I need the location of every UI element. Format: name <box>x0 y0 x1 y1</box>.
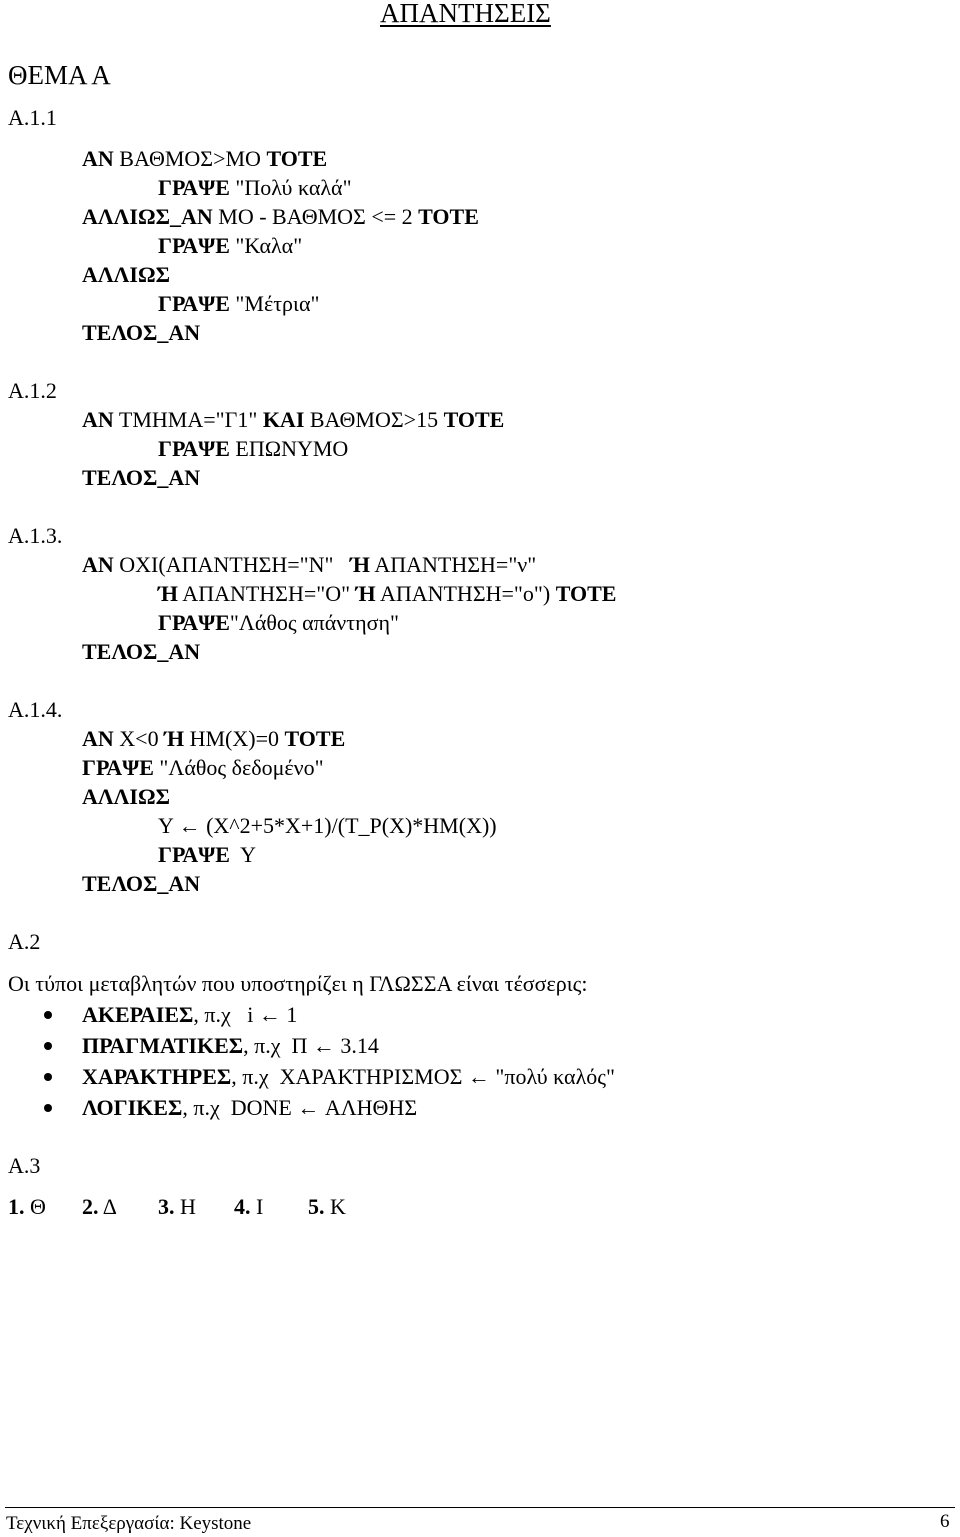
label-a3: Α.3 <box>8 1153 41 1178</box>
page-title: ΑΠΑΝΤΗΣΕΙΣ <box>380 0 551 28</box>
paragraph: Οι τύποι μεταβλητών που υποστηρίζει η ΓΛΩΣΣΑ είναι τέσσερις: <box>8 971 588 996</box>
code-line: ΑΛΛΙΩΣ <box>82 262 170 287</box>
label-a12: Α.1.2 <box>8 378 57 403</box>
bullet-icon <box>44 1042 52 1050</box>
list-item: ΑΚΕΡΑΙΕΣ, π.χ i ← 1 <box>82 1002 298 1027</box>
page-number: 6 <box>940 1511 950 1532</box>
answer: 1. Θ <box>8 1194 46 1219</box>
answer: 5. Κ <box>308 1194 346 1219</box>
code-line: ΓΡΑΨΕ"Λάθος απάντηση" <box>158 610 399 635</box>
code-line: ΑΝ ΟΧΙ(ΑΠΑΝΤΗΣΗ="Ν" Ή ΑΠΑΝΤΗΣΗ="ν" <box>82 552 537 577</box>
section-heading: ΘΕΜΑ Α <box>8 60 111 90</box>
code-line: ΑΝ Χ<0 Ή ΗΜ(Χ)=0 ΤΟΤΕ <box>82 726 346 751</box>
code-line: ΤΕΛΟΣ_ΑΝ <box>82 639 201 664</box>
code-line: ΓΡΑΨΕ "Λάθος δεδομένο" <box>82 755 324 780</box>
footer-text: Τεχνική Επεξεργασία: Keystone <box>6 1513 252 1534</box>
list-item: ΛΟΓΙΚΕΣ, π.χ DONE ← ΑΛΗΘΗΣ <box>82 1095 418 1120</box>
code-line: Ή ΑΠΑΝΤΗΣΗ="Ο" Ή ΑΠΑΝΤΗΣΗ="ο") ΤΟΤΕ <box>158 581 617 606</box>
bullet-icon <box>44 1073 52 1081</box>
code-line: ΤΕΛΟΣ_ΑΝ <box>82 465 201 490</box>
code-line: ΑΝ ΒΑΘΜΟΣ>ΜΟ ΤΟΤΕ <box>82 146 328 171</box>
answer: 4. Ι <box>234 1194 264 1219</box>
code-line: ΑΛΛΙΩΣ <box>82 784 170 809</box>
bullet-icon <box>44 1104 52 1112</box>
code-line: ΓΡΑΨΕ "Πολύ καλά" <box>158 175 352 200</box>
code-line: ΑΛΛΙΩΣ_ΑΝ ΜΟ - ΒΑΘΜΟΣ <= 2 ΤΟΤΕ <box>82 204 479 229</box>
list-item: ΠΡΑΓΜΑΤΙΚΕΣ, π.χ Π ← 3.14 <box>82 1033 379 1058</box>
code-line: ΓΡΑΨΕ ΕΠΩΝΥΜΟ <box>158 436 349 461</box>
code-line: ΓΡΑΨΕ "Καλα" <box>158 233 303 258</box>
code-line: Υ ← (Χ^2+5*Χ+1)/(Τ_Ρ(Χ)*ΗΜ(Χ)) <box>158 813 497 838</box>
label-a11: Α.1.1 <box>8 105 57 130</box>
code-line: ΑΝ ΤΜΗΜΑ="Γ1" ΚΑΙ ΒΑΘΜΟΣ>15 ΤΟΤΕ <box>82 407 505 432</box>
code-line: ΓΡΑΨΕ Υ <box>158 842 256 867</box>
answer: 3. Η <box>158 1194 196 1219</box>
footer-divider <box>5 1507 955 1508</box>
code-line: ΤΕΛΟΣ_ΑΝ <box>82 871 201 896</box>
bullet-icon <box>44 1011 52 1019</box>
list-item: ΧΑΡΑΚΤΗΡΕΣ, π.χ ΧΑΡΑΚΤΗΡΙΣΜΟΣ ← "πολύ καλός" <box>82 1064 615 1089</box>
code-line: ΤΕΛΟΣ_ΑΝ <box>82 320 201 345</box>
label-a14: Α.1.4. <box>8 697 63 722</box>
label-a2: Α.2 <box>8 929 41 954</box>
code-line: ΓΡΑΨΕ "Μέτρια" <box>158 291 320 316</box>
label-a13: Α.1.3. <box>8 523 63 548</box>
answer: 2. Δ <box>82 1194 117 1219</box>
